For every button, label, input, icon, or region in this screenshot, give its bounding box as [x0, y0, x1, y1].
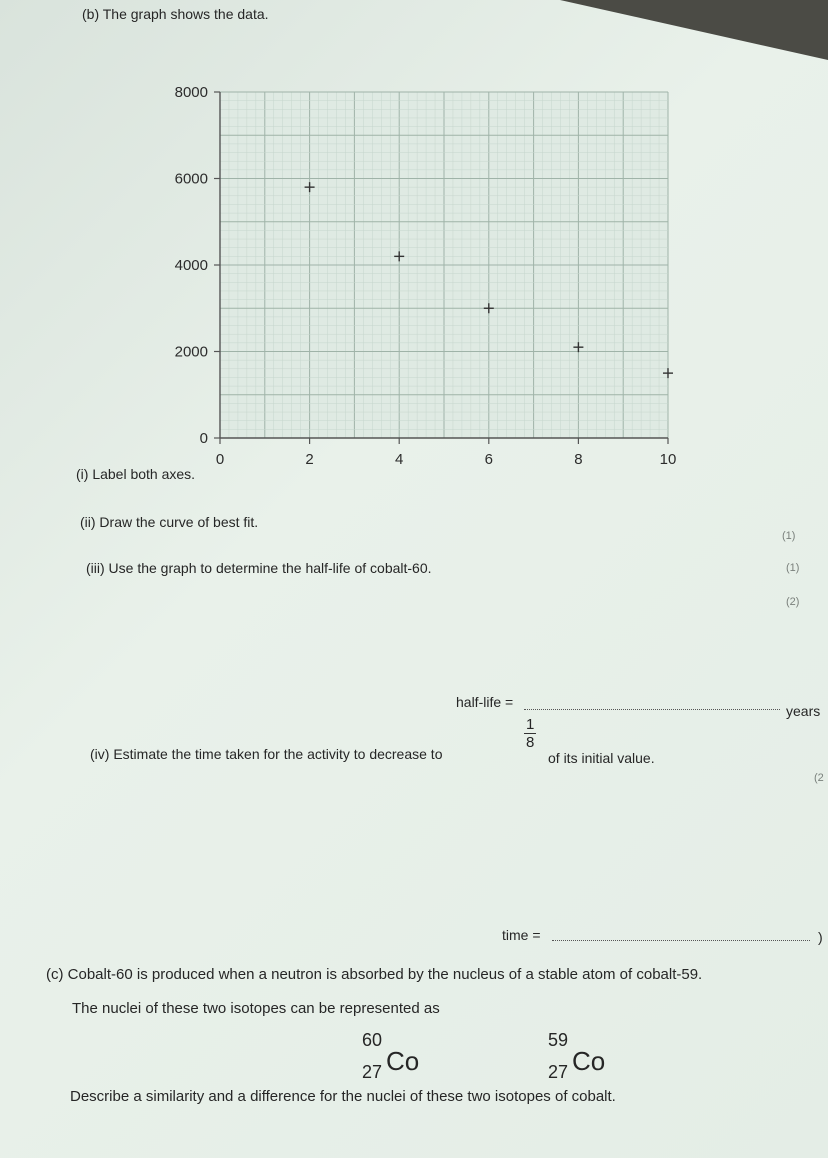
- halflife-answer-line[interactable]: [524, 709, 780, 710]
- part-c-line3: Describe a similarity and a difference for the nuclei of these two isotopes of cobalt.: [70, 1088, 616, 1105]
- x-tick-label: 2: [305, 451, 314, 468]
- isotope-1-atomic-number: 27: [362, 1062, 383, 1082]
- fraction-numerator: 1: [526, 716, 535, 733]
- y-tick-label: 8000: [174, 84, 208, 101]
- marks-b-i: (1): [782, 530, 796, 542]
- marks-b-ii: (1): [786, 562, 800, 574]
- y-tick-label: 6000: [174, 170, 208, 188]
- grid-lines: [220, 92, 668, 438]
- question-b-i: (i) Label both axes.: [76, 466, 196, 482]
- time-unit: ): [818, 929, 823, 945]
- isotope-2-symbol: Co: [572, 1046, 606, 1076]
- question-b-iv-end: of its initial value.: [548, 750, 655, 766]
- marks-b-iv: (2: [814, 772, 824, 784]
- part-c-line1: (c) Cobalt-60 is produced when a neutron is absorbed by the nucleus of a stable atom of cobalt-59.: [46, 966, 703, 983]
- x-tick-label: 6: [484, 451, 493, 468]
- y-tick-label: 2000: [174, 343, 208, 361]
- x-tick-label: 4: [395, 451, 404, 468]
- question-b-ii: (ii) Draw the curve of best fit.: [80, 514, 259, 530]
- x-tick-label: 10: [659, 451, 677, 468]
- isotope-1-symbol: Co: [386, 1046, 420, 1076]
- x-tick-label: 8: [574, 451, 583, 468]
- halflife-label: half-life =: [456, 694, 514, 710]
- y-tick-label: 0: [199, 430, 208, 447]
- question-b-iv: (iv) Estimate the time taken for the activity to decrease to: [90, 746, 443, 762]
- fraction-one-eighth: [524, 716, 536, 751]
- time-answer-line[interactable]: [552, 940, 810, 941]
- isotope-2-mass-number: 59: [548, 1030, 569, 1050]
- y-tick-label: 4000: [174, 257, 208, 274]
- marks-b-iii: (2): [786, 596, 800, 608]
- part-b-intro: (b) The graph shows the data.: [82, 6, 269, 22]
- fraction-denominator: 8: [526, 734, 535, 751]
- question-b-iii: (iii) Use the graph to determine the half-life of cobalt-60.: [86, 560, 432, 576]
- x-tick-label: 0: [215, 451, 225, 468]
- time-label: time =: [502, 927, 541, 943]
- isotope-1-mass-number: 60: [362, 1030, 383, 1050]
- halflife-unit: years: [786, 703, 821, 719]
- isotope-2-atomic-number: 27: [548, 1062, 569, 1082]
- part-c-line2: The nuclei of these two isotopes can be represented as: [72, 1000, 440, 1017]
